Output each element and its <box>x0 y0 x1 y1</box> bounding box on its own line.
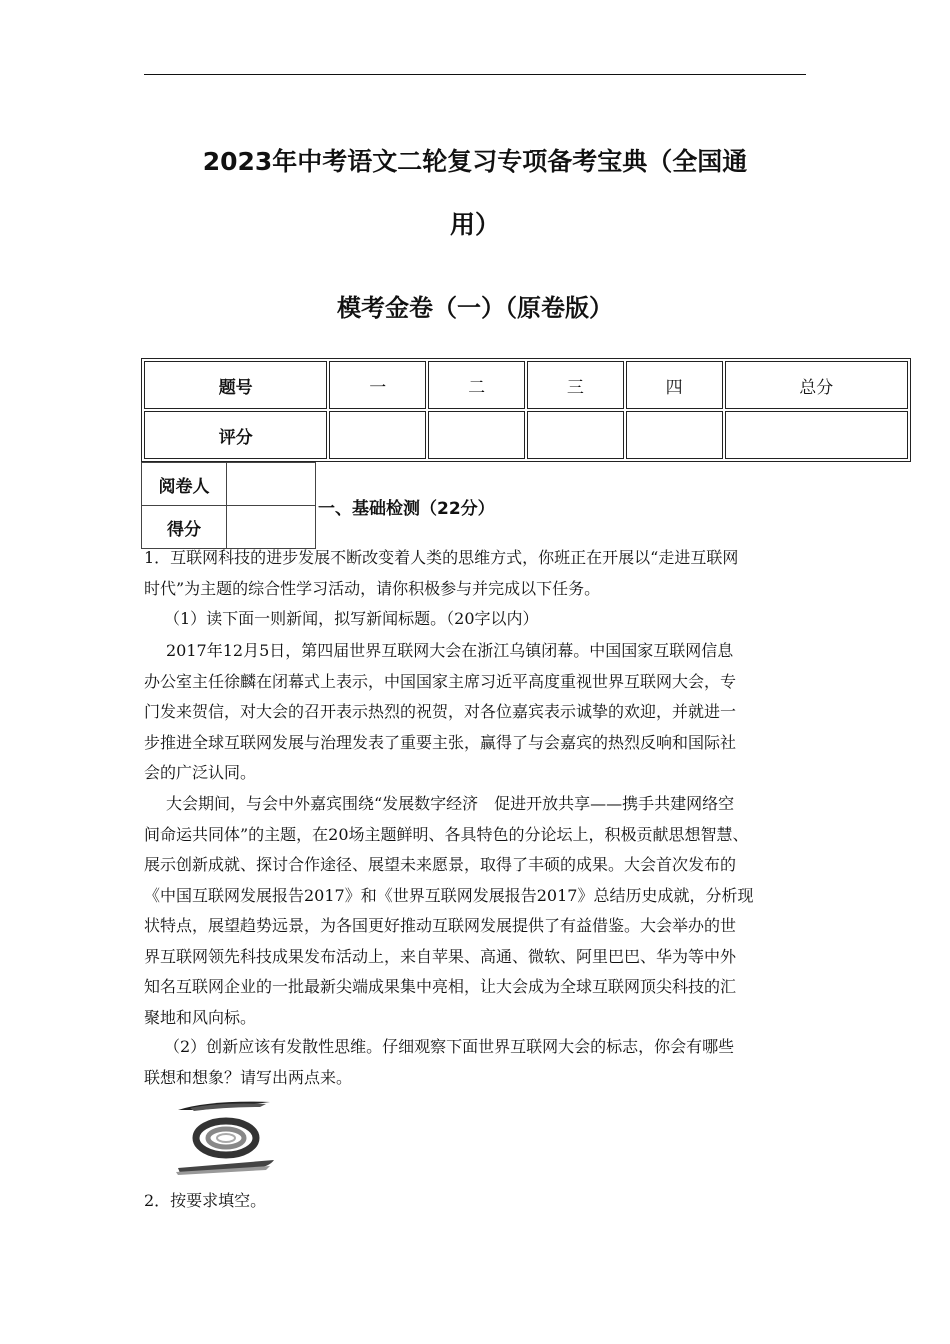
question-1-line: 时代”为主题的综合性学习活动，请你积极参与并完成以下任务。 <box>144 578 601 598</box>
news-line: 界互联网领先科技成果发布活动上，来自苹果、高通、微软、阿里巴巴、华为等中外 <box>144 946 737 966</box>
news-line: 知名互联网企业的一批最新尖端成果集中亮相，让大会成为全球互联网顶尖科技的汇 <box>144 977 737 996</box>
score-row-label: 评分 <box>144 411 327 459</box>
page-subtitle: 模考金卷（一）（原卷版） <box>337 294 613 322</box>
news-paragraph-1 <box>144 636 812 789</box>
news-line: 步推进全球互联网发展与治理发表了重要主张，赢得了与会嘉宾的热烈反响和国际社 <box>144 732 737 752</box>
question-1-2 <box>144 1032 812 1093</box>
news-line: 办公室主任徐麟在闭幕式上表示，中国国家主席习近平高度重视世界互联网大会，专 <box>144 671 737 691</box>
score-input-part-2[interactable] <box>428 411 525 459</box>
question-1-1: （1）读下面一则新闻，拟写新闻标题。（20字以内） <box>164 609 539 628</box>
score-cell-part-3: 三 <box>527 361 624 409</box>
page-title-line1: 2023年中考语文二轮复习专项备考宝典（全国通 <box>202 147 748 176</box>
score-input-total[interactable] <box>725 411 908 459</box>
news-paragraph-2 <box>144 789 812 1033</box>
grader-label: 阅卷人 <box>142 463 227 506</box>
question-2-line: 2．按要求填空。 <box>144 1191 267 1210</box>
world-internet-conference-logo <box>170 1098 282 1176</box>
grader-input[interactable] <box>227 463 316 506</box>
news-line: 展示创新成就、探讨合作途径、展望未来愿景，取得了丰硕的成果。大会首次发布的 <box>144 855 737 874</box>
page-title-line2: 用） <box>449 210 500 239</box>
score-input-part-1[interactable] <box>329 411 426 459</box>
news-line: 会的广泛认同。 <box>144 763 257 782</box>
score-table-header-row <box>144 361 908 409</box>
question-1-2-line: 联想和想象？请写出两点来。 <box>144 1067 353 1087</box>
score-cell-question-no: 题号 <box>144 361 327 409</box>
score-cell-part-2: 二 <box>428 361 525 409</box>
question-1-2-line: （2）创新应该有发散性思维。仔细观察下面世界互联网大会的标志，你会有哪些 <box>164 1037 735 1056</box>
news-line: 状特点，展望趋势远景，为各国更好推动互联网发展提供了有益借鉴。大会举办的世 <box>144 916 737 935</box>
score-table-score-row <box>144 411 908 459</box>
news-line: 大会期间，与会中外嘉宾围绕“发展数字经济 促进开放共享——携手共建网络空 <box>166 794 735 813</box>
score-table <box>141 358 911 462</box>
question-1-line: 1．互联网科技的进步发展不断改变着人类的思维方式，你班正在开展以“走进互联网 <box>144 548 739 567</box>
question-2 <box>144 1186 812 1217</box>
news-line: 2017年12月5日，第四届世界互联网大会在浙江乌镇闭幕。中国国家互联网信息 <box>166 641 734 660</box>
news-line: 门发来贺信，对大会的召开表示热烈的祝贺，对各位嘉宾表示诚挚的欢迎，并就进一 <box>144 702 737 721</box>
score-input-part-3[interactable] <box>527 411 624 459</box>
news-line: 《中国互联网发展报告2017》和《世界互联网发展报告2017》总结历史成就，分析现 <box>144 885 754 905</box>
score-input-part-4[interactable] <box>626 411 723 459</box>
question-1 <box>144 543 812 635</box>
section-score-label: 得分 <box>142 506 227 549</box>
top-rule <box>144 74 806 75</box>
news-line: 间命运共同体”的主题，在20场主题鲜明、各具特色的分论坛上，积极贡献思想智慧、 <box>144 824 749 844</box>
section-heading: 一、基础检测（22分） <box>318 499 495 519</box>
score-cell-part-4: 四 <box>626 361 723 409</box>
score-cell-total: 总分 <box>725 361 908 409</box>
news-line: 聚地和风向标。 <box>144 1007 257 1027</box>
grader-table <box>141 462 316 549</box>
score-cell-part-1: 一 <box>329 361 426 409</box>
